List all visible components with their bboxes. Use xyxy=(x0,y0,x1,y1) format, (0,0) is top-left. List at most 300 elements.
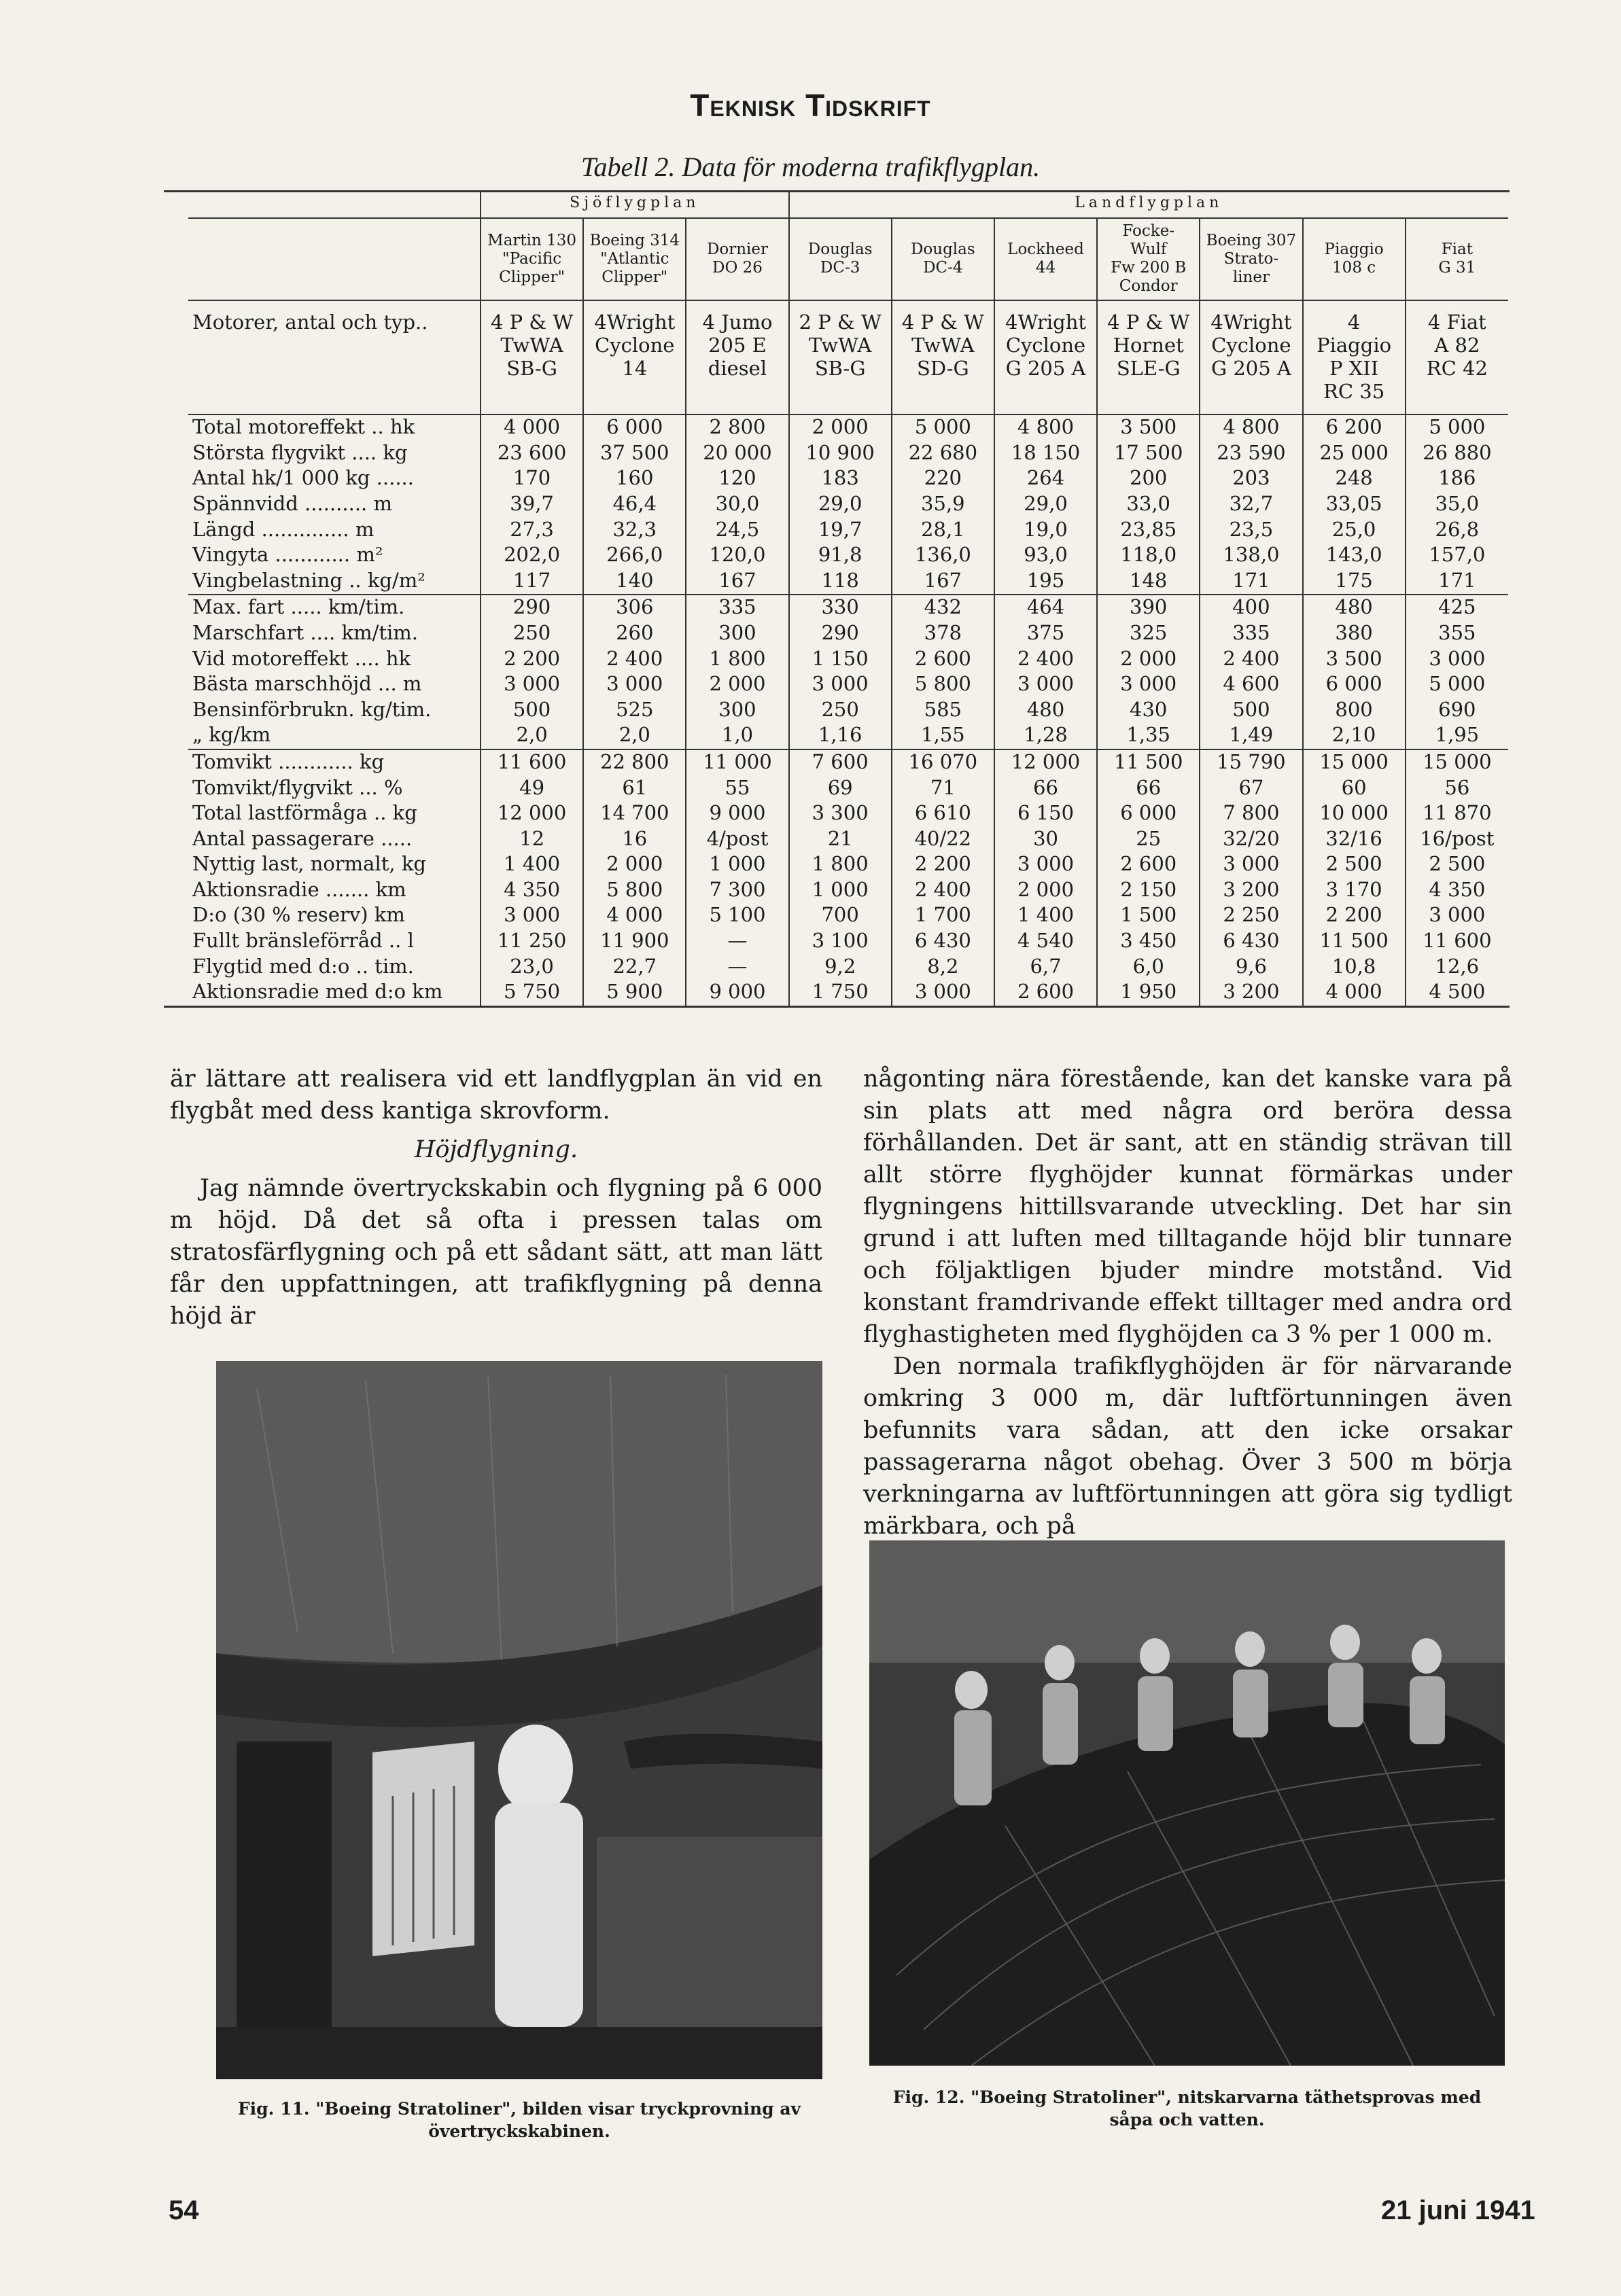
table-cell: 1 800 xyxy=(789,852,892,878)
journal-title: Teknisk Tidskrift xyxy=(690,88,931,123)
table-cell: 2,0 xyxy=(481,723,583,749)
cell-line: TwWA xyxy=(808,334,872,357)
table-cell: 2 150 xyxy=(1097,878,1200,904)
aircraft-header xyxy=(1097,218,1200,301)
table-cell: 117 xyxy=(481,569,583,595)
table-cell: 6 430 xyxy=(892,929,994,955)
cell-line: Cyclone xyxy=(595,334,675,357)
table-cell: 3 000 xyxy=(1200,852,1302,878)
table-cell: 2 600 xyxy=(1097,852,1200,878)
table-cell: 3 000 xyxy=(789,672,892,698)
table-cell: 15 000 xyxy=(1303,749,1406,776)
table-cell: 186 xyxy=(1406,466,1508,492)
aircraft-header xyxy=(1200,218,1302,301)
table-cell: 1 800 xyxy=(686,647,788,673)
table-cell: 1,35 xyxy=(1097,723,1200,749)
paragraph: Den normala trafikflyghöjden är för närvarande omkring 3 000 m, där luftförtunningen även befunnits vara sådan, att den icke orsakar passagerarna något obehag. Över 3 500 m börja verkningarna av luftförtunningen att göra sig tydligt märkbara, och på xyxy=(863,1353,1512,1540)
table-cell: 1,49 xyxy=(1200,723,1302,749)
cell-line: 14 xyxy=(622,357,648,381)
table-cell: 35,9 xyxy=(892,492,994,518)
engine-cell xyxy=(1406,300,1508,414)
table-cell: 12 000 xyxy=(994,749,1097,776)
table-cell: 11 000 xyxy=(686,749,788,776)
table-cell: 4 000 xyxy=(1303,980,1406,1006)
table-cell: 4/post xyxy=(686,827,788,853)
right-column xyxy=(863,1063,1512,1542)
cell-line: Piaggio xyxy=(1324,241,1384,259)
cell-line: "Atlantic xyxy=(600,249,669,268)
table-row xyxy=(188,569,1508,595)
table-cell: 3 200 xyxy=(1200,878,1302,904)
cell-line: 4 Fiat xyxy=(1427,311,1486,334)
cell-line: G 205 A xyxy=(1210,357,1291,381)
row-label: Aktionsradie med d:o km xyxy=(192,980,443,1004)
cell-line: Clipper" xyxy=(499,268,565,286)
table-cell: 380 xyxy=(1303,621,1406,647)
table-cell: 4 800 xyxy=(1200,414,1302,441)
table-cell: 15 790 xyxy=(1200,749,1302,776)
table-cell: 203 xyxy=(1200,466,1302,492)
table-cell: 23 590 xyxy=(1200,441,1302,467)
engine-cell xyxy=(994,300,1097,414)
group-sea-label: Sjöflygplan xyxy=(481,192,789,218)
cell-line: TwWA xyxy=(500,334,563,357)
cell-line: 108 c xyxy=(1332,259,1376,277)
table-cell: 37 500 xyxy=(583,441,686,467)
table-cell: 6 200 xyxy=(1303,414,1406,441)
table-cell: 7 300 xyxy=(686,878,788,904)
table-cell: 3 000 xyxy=(583,672,686,698)
table-cell: 700 xyxy=(789,903,892,929)
row-label: Längd .............. m xyxy=(192,517,374,541)
table-cell: 5 000 xyxy=(1406,414,1508,441)
table-cell: 1,0 xyxy=(686,723,788,749)
table-cell: 290 xyxy=(481,595,583,621)
table-cell: 432 xyxy=(892,595,994,621)
cell-line: Piaggio xyxy=(1317,334,1392,357)
table-cell: 7 800 xyxy=(1200,801,1302,827)
cell-line: SD-G xyxy=(917,357,969,381)
table-cell: 464 xyxy=(994,595,1097,621)
table-cell: 120 xyxy=(686,466,788,492)
table-cell: 10 000 xyxy=(1303,801,1406,827)
row-label: Vid motoreffekt .... hk xyxy=(192,646,411,670)
table-cell: 2,0 xyxy=(583,723,686,749)
table-cell: 143,0 xyxy=(1303,543,1406,569)
table-cell: 33,05 xyxy=(1303,492,1406,518)
table-row xyxy=(188,801,1508,827)
table-cell: 2,10 xyxy=(1303,723,1406,749)
cell-line: Clipper" xyxy=(602,268,668,286)
table-row xyxy=(188,414,1508,441)
table-row xyxy=(188,518,1508,544)
table-cell: 6,0 xyxy=(1097,955,1200,981)
cell-line: RC 42 xyxy=(1426,357,1488,381)
row-label: D:o (30 % reserv) km xyxy=(192,903,405,927)
table-cell: 9 000 xyxy=(686,801,788,827)
cell-line: Douglas xyxy=(910,241,975,259)
table-cell: 66 xyxy=(994,776,1097,802)
left-column xyxy=(170,1063,822,1332)
table-cell: 49 xyxy=(481,776,583,802)
table-corner xyxy=(188,218,481,301)
table-cell: 55 xyxy=(686,776,788,802)
table-cell: 7 600 xyxy=(789,749,892,776)
table-cell: 260 xyxy=(583,621,686,647)
table-cell: 800 xyxy=(1303,698,1406,724)
table-cell: 11 500 xyxy=(1303,929,1406,955)
fig12-photo xyxy=(869,1540,1505,2066)
table-cell: 2 600 xyxy=(892,647,994,673)
table-cell: 22 680 xyxy=(892,441,994,467)
table-cell: 19,7 xyxy=(789,518,892,544)
table-cell: 32,3 xyxy=(583,518,686,544)
table-cell: 11 250 xyxy=(481,929,583,955)
table-cell: 12 xyxy=(481,827,583,853)
cell-line: Boeing 314 xyxy=(589,231,680,249)
row-label: Vingbelastning .. kg/m² xyxy=(192,568,425,592)
table-cell: 170 xyxy=(481,466,583,492)
table-cell: 4 540 xyxy=(994,929,1097,955)
table-cell: 266,0 xyxy=(583,543,686,569)
table-cell: 4 000 xyxy=(481,414,583,441)
row-label: Motorer, antal och typ.. xyxy=(192,311,428,334)
table-cell: 1 400 xyxy=(994,903,1097,929)
table-cell: 1 400 xyxy=(481,852,583,878)
table-group-row xyxy=(188,192,1508,218)
table-cell: 2 000 xyxy=(1097,647,1200,673)
table-cell: 148 xyxy=(1097,569,1200,595)
cell-line: Strato- xyxy=(1223,249,1279,268)
table-cell: 160 xyxy=(583,466,686,492)
row-label: „ kg/km xyxy=(192,723,271,747)
table-row xyxy=(188,300,1508,414)
table-cell: 6 000 xyxy=(583,414,686,441)
table-cell: 4 600 xyxy=(1200,672,1302,698)
table-cell: 378 xyxy=(892,621,994,647)
cell-line: DC-4 xyxy=(923,259,963,277)
table-cell: 3 000 xyxy=(994,852,1097,878)
fig11-illustration xyxy=(216,1361,822,2079)
table-cell: 375 xyxy=(994,621,1097,647)
table-cell: 20 000 xyxy=(686,441,788,467)
table-cell: 93,0 xyxy=(994,543,1097,569)
table-cell: 500 xyxy=(481,698,583,724)
row-label: Antal hk/1 000 kg ...... xyxy=(192,466,414,490)
table-cell: 5 900 xyxy=(583,980,686,1006)
table-cell: 26,8 xyxy=(1406,518,1508,544)
cell-line: Douglas xyxy=(807,241,873,259)
table-cell: 67 xyxy=(1200,776,1302,802)
cell-line: Lockheed xyxy=(1007,241,1084,259)
table-cell: 480 xyxy=(1303,595,1406,621)
aircraft-header xyxy=(686,218,788,301)
table-cell: 35,0 xyxy=(1406,492,1508,518)
cell-line: SB-G xyxy=(506,357,557,381)
table-cell: 335 xyxy=(1200,621,1302,647)
table-cell: 29,0 xyxy=(789,492,892,518)
table-cell: 4 000 xyxy=(583,903,686,929)
table-cell: 585 xyxy=(892,698,994,724)
table-row xyxy=(188,929,1508,955)
row-label: Marschfart .... km/tim. xyxy=(192,621,418,645)
cell-line: Hornet xyxy=(1113,334,1184,357)
aircraft-header xyxy=(481,218,583,301)
engine-cell xyxy=(892,300,994,414)
table-cell: 2 400 xyxy=(583,647,686,673)
table-cell: 29,0 xyxy=(994,492,1097,518)
cell-line: 205 E xyxy=(708,334,767,357)
table-cell: 355 xyxy=(1406,621,1508,647)
fig12-illustration xyxy=(869,1540,1505,2066)
cell-line: P XII xyxy=(1329,357,1379,381)
table-cell: 9 000 xyxy=(686,980,788,1006)
table-cell: 335 xyxy=(686,595,788,621)
section-heading: Höjdflygning. xyxy=(414,1136,578,1163)
table-cell: 3 200 xyxy=(1200,980,1302,1006)
table-cell: 16 xyxy=(583,827,686,853)
table-cell: 175 xyxy=(1303,569,1406,595)
row-label: Nyttig last, normalt, kg xyxy=(192,852,426,876)
row-label: Flygtid med d:o .. tim. xyxy=(192,954,414,978)
table-cell: 2 800 xyxy=(686,414,788,441)
table-cell: 69 xyxy=(789,776,892,802)
row-label: Total motoreffekt .. hk xyxy=(188,414,481,441)
table-cell: 2 000 xyxy=(686,672,788,698)
table-cell: 46,4 xyxy=(583,492,686,518)
table-row xyxy=(188,492,1508,518)
cell-line: Dornier xyxy=(706,241,768,259)
cell-line: 4Wright xyxy=(1005,311,1087,334)
cell-line: G 31 xyxy=(1438,259,1476,277)
table-cell: 1 950 xyxy=(1097,980,1200,1006)
table-cell: 11 500 xyxy=(1097,749,1200,776)
row-label: Tomvikt/flygvikt ... % xyxy=(192,775,403,799)
table-cell: 11 600 xyxy=(1406,929,1508,955)
aircraft-data-table xyxy=(188,192,1508,1006)
table-cell: 2 500 xyxy=(1303,852,1406,878)
table-cell: 3 000 xyxy=(481,903,583,929)
table-cell: 22,7 xyxy=(583,955,686,981)
fig12-caption: Fig. 12. "Boeing Stratoliner", nitskarvarna täthetsprovas med såpa och vatten. xyxy=(892,2087,1482,2130)
cell-line: Martin 130 xyxy=(487,231,577,249)
row-label: Antal passagerare ..... xyxy=(192,826,413,850)
table-cell: 325 xyxy=(1097,621,1200,647)
table-cell: 2 600 xyxy=(994,980,1097,1006)
table-cell: 60 xyxy=(1303,776,1406,802)
engine-cell xyxy=(481,300,583,414)
cell-line: 4 P & W xyxy=(1107,311,1190,334)
table-row xyxy=(188,466,1508,492)
table-cell: 12,6 xyxy=(1406,955,1508,981)
table-cell: 120,0 xyxy=(686,543,788,569)
table-cell: 33,0 xyxy=(1097,492,1200,518)
table-cell: 15 000 xyxy=(1406,749,1508,776)
row-label: Största flygvikt .... kg xyxy=(192,440,408,464)
table-cell: 430 xyxy=(1097,698,1200,724)
cell-line: SLE-G xyxy=(1116,357,1181,381)
table-cell: 167 xyxy=(892,569,994,595)
table-cell: 3 450 xyxy=(1097,929,1200,955)
table-cell: 17 500 xyxy=(1097,441,1200,467)
page-number: 54 xyxy=(169,2195,199,2225)
table-cell: 136,0 xyxy=(892,543,994,569)
table-cell: — xyxy=(686,929,788,955)
table-cell: 1 000 xyxy=(789,878,892,904)
table-cell: 1 150 xyxy=(789,647,892,673)
table-cell: 250 xyxy=(789,698,892,724)
table-row xyxy=(188,776,1508,802)
table-cell: 6,7 xyxy=(994,955,1097,981)
table-cell: 2 500 xyxy=(1406,852,1508,878)
table-cell: 525 xyxy=(583,698,686,724)
table-cell: 5 000 xyxy=(1406,672,1508,698)
paragraph: är lättare att realisera vid ett landflygplan än vid en flygbåt med dess kantiga skrovform. xyxy=(170,1065,822,1125)
cell-line: Cyclone xyxy=(1005,334,1086,357)
table-cell: 250 xyxy=(481,621,583,647)
table-cell: 3 100 xyxy=(789,929,892,955)
table-row xyxy=(188,698,1508,724)
table-row xyxy=(188,543,1508,569)
table-cell: 264 xyxy=(994,466,1097,492)
cell-line: Boeing 307 xyxy=(1206,231,1297,249)
table-bottom-rule xyxy=(164,1006,1510,1008)
cell-line: diesel xyxy=(708,357,767,381)
table-cell: 220 xyxy=(892,466,994,492)
table-cell: 330 xyxy=(789,595,892,621)
cell-line: "Pacific xyxy=(502,249,562,268)
table-cell: 118 xyxy=(789,569,892,595)
table-cell: 27,3 xyxy=(481,518,583,544)
row-label: Bensinförbrukn. kg/tim. xyxy=(192,697,432,721)
aircraft-header xyxy=(1303,218,1406,301)
table-row xyxy=(188,903,1508,929)
table-cell: 4 350 xyxy=(481,878,583,904)
row-label: Total lastförmåga .. kg xyxy=(192,801,417,825)
table-cell: 1,28 xyxy=(994,723,1097,749)
table-cell: 11 600 xyxy=(481,749,583,776)
table-row xyxy=(188,621,1508,647)
cell-line: Fiat xyxy=(1441,241,1473,259)
engine-cell xyxy=(686,300,788,414)
cell-line: 4 Jumo xyxy=(702,311,773,334)
table-cell: 118,0 xyxy=(1097,543,1200,569)
table-cell: 171 xyxy=(1200,569,1302,595)
table-row xyxy=(188,852,1508,878)
cell-line: RC 35 xyxy=(1323,380,1385,404)
table-cell: 3 300 xyxy=(789,801,892,827)
issue-date: 21 juni 1941 xyxy=(1381,2195,1535,2225)
table-row xyxy=(188,955,1508,981)
table-cell: 3 000 xyxy=(1406,647,1508,673)
engine-cell xyxy=(1200,300,1302,414)
table-cell: 1,16 xyxy=(789,723,892,749)
table-cell: 3 500 xyxy=(1303,647,1406,673)
table-cell: 21 xyxy=(789,827,892,853)
table-cell: 2 200 xyxy=(1303,903,1406,929)
table-row xyxy=(188,980,1508,1006)
table-cell: — xyxy=(686,955,788,981)
table-cell: 26 880 xyxy=(1406,441,1508,467)
table-cell: 500 xyxy=(1200,698,1302,724)
engine-cell xyxy=(1303,300,1406,414)
table-cell: 6 000 xyxy=(1303,672,1406,698)
table-cell: 4 800 xyxy=(994,414,1097,441)
table-cell: 4 500 xyxy=(1406,980,1508,1006)
table-cell: 61 xyxy=(583,776,686,802)
table-cell: 40/22 xyxy=(892,827,994,853)
table-cell: 1 750 xyxy=(789,980,892,1006)
table-cell: 1 000 xyxy=(686,852,788,878)
table-cell: 11 870 xyxy=(1406,801,1508,827)
table-cell: 157,0 xyxy=(1406,543,1508,569)
row-label: Aktionsradie ....... km xyxy=(192,877,406,901)
table-cell: 23 600 xyxy=(481,441,583,467)
table-cell: 171 xyxy=(1406,569,1508,595)
table-cell: 300 xyxy=(686,698,788,724)
table-cell: 25 000 xyxy=(1303,441,1406,467)
table-cell: 5 800 xyxy=(892,672,994,698)
row-label: Max. fart ..... km/tim. xyxy=(188,595,481,621)
cell-line: DO 26 xyxy=(712,259,763,277)
table-cell: 2 400 xyxy=(994,647,1097,673)
table-cell: 25,0 xyxy=(1303,518,1406,544)
table-cell: 138,0 xyxy=(1200,543,1302,569)
table-cell: 200 xyxy=(1097,466,1200,492)
cell-line: Wulf xyxy=(1130,241,1167,259)
table-cell: 16/post xyxy=(1406,827,1508,853)
table-cell: 425 xyxy=(1406,595,1508,621)
table-cell: 2 000 xyxy=(583,852,686,878)
table-cell: 5 750 xyxy=(481,980,583,1006)
table-cell: 1 700 xyxy=(892,903,994,929)
cell-line: Cyclone xyxy=(1211,334,1291,357)
table-row xyxy=(188,878,1508,904)
table-cell: 3 000 xyxy=(1097,672,1200,698)
aircraft-header xyxy=(994,218,1097,301)
table-cell: 690 xyxy=(1406,698,1508,724)
cell-line: TwWA xyxy=(911,334,975,357)
fig11-caption: Fig. 11. "Boeing Stratoliner", bilden visar tryckprovning av övertryckskabinen. xyxy=(237,2099,801,2141)
table-cell: 9,2 xyxy=(789,955,892,981)
table-cell: 8,2 xyxy=(892,955,994,981)
engine-cell xyxy=(1097,300,1200,414)
table-cell: 25 xyxy=(1097,827,1200,853)
table-cell: 140 xyxy=(583,569,686,595)
table-cell: 2 400 xyxy=(1200,647,1302,673)
table-cell: 71 xyxy=(892,776,994,802)
table-cell: 30 xyxy=(994,827,1097,853)
table-row xyxy=(188,827,1508,853)
aircraft-header xyxy=(583,218,686,301)
row-label: Vingyta ............ m² xyxy=(192,543,383,567)
engine-cell xyxy=(789,300,892,414)
table-cell: 5 100 xyxy=(686,903,788,929)
cell-line: SB-G xyxy=(814,357,866,381)
table-cell: 202,0 xyxy=(481,543,583,569)
cell-line: DC-3 xyxy=(820,259,860,277)
table-cell: 183 xyxy=(789,466,892,492)
table-cell: 10 900 xyxy=(789,441,892,467)
paragraph: någonting nära förestående, kan det kanske vara på sin plats att med några ord beröra dessa förhållanden. Det är sant, att en ständig strävan till allt större flyghöjder kunnat förmärkas under flygningens hittillsvarande utveckling. Det har sin grund i att luften med tilltagande höjd blir tunnare och följaktligen bjuder mindre motstånd. Vid konstant framdrivande effekt tilltager med andra ord flyghastigheten med flyghöjden ca 3 % per 1 000 m. xyxy=(863,1065,1512,1348)
table-cell: 3 500 xyxy=(1097,414,1200,441)
table-row xyxy=(188,749,1508,776)
table-cell: 167 xyxy=(686,569,788,595)
table-cell: 14 700 xyxy=(583,801,686,827)
table-cell: 2 200 xyxy=(892,852,994,878)
table-cell: 3 000 xyxy=(1406,903,1508,929)
cell-line: 4 P & W xyxy=(901,311,984,334)
